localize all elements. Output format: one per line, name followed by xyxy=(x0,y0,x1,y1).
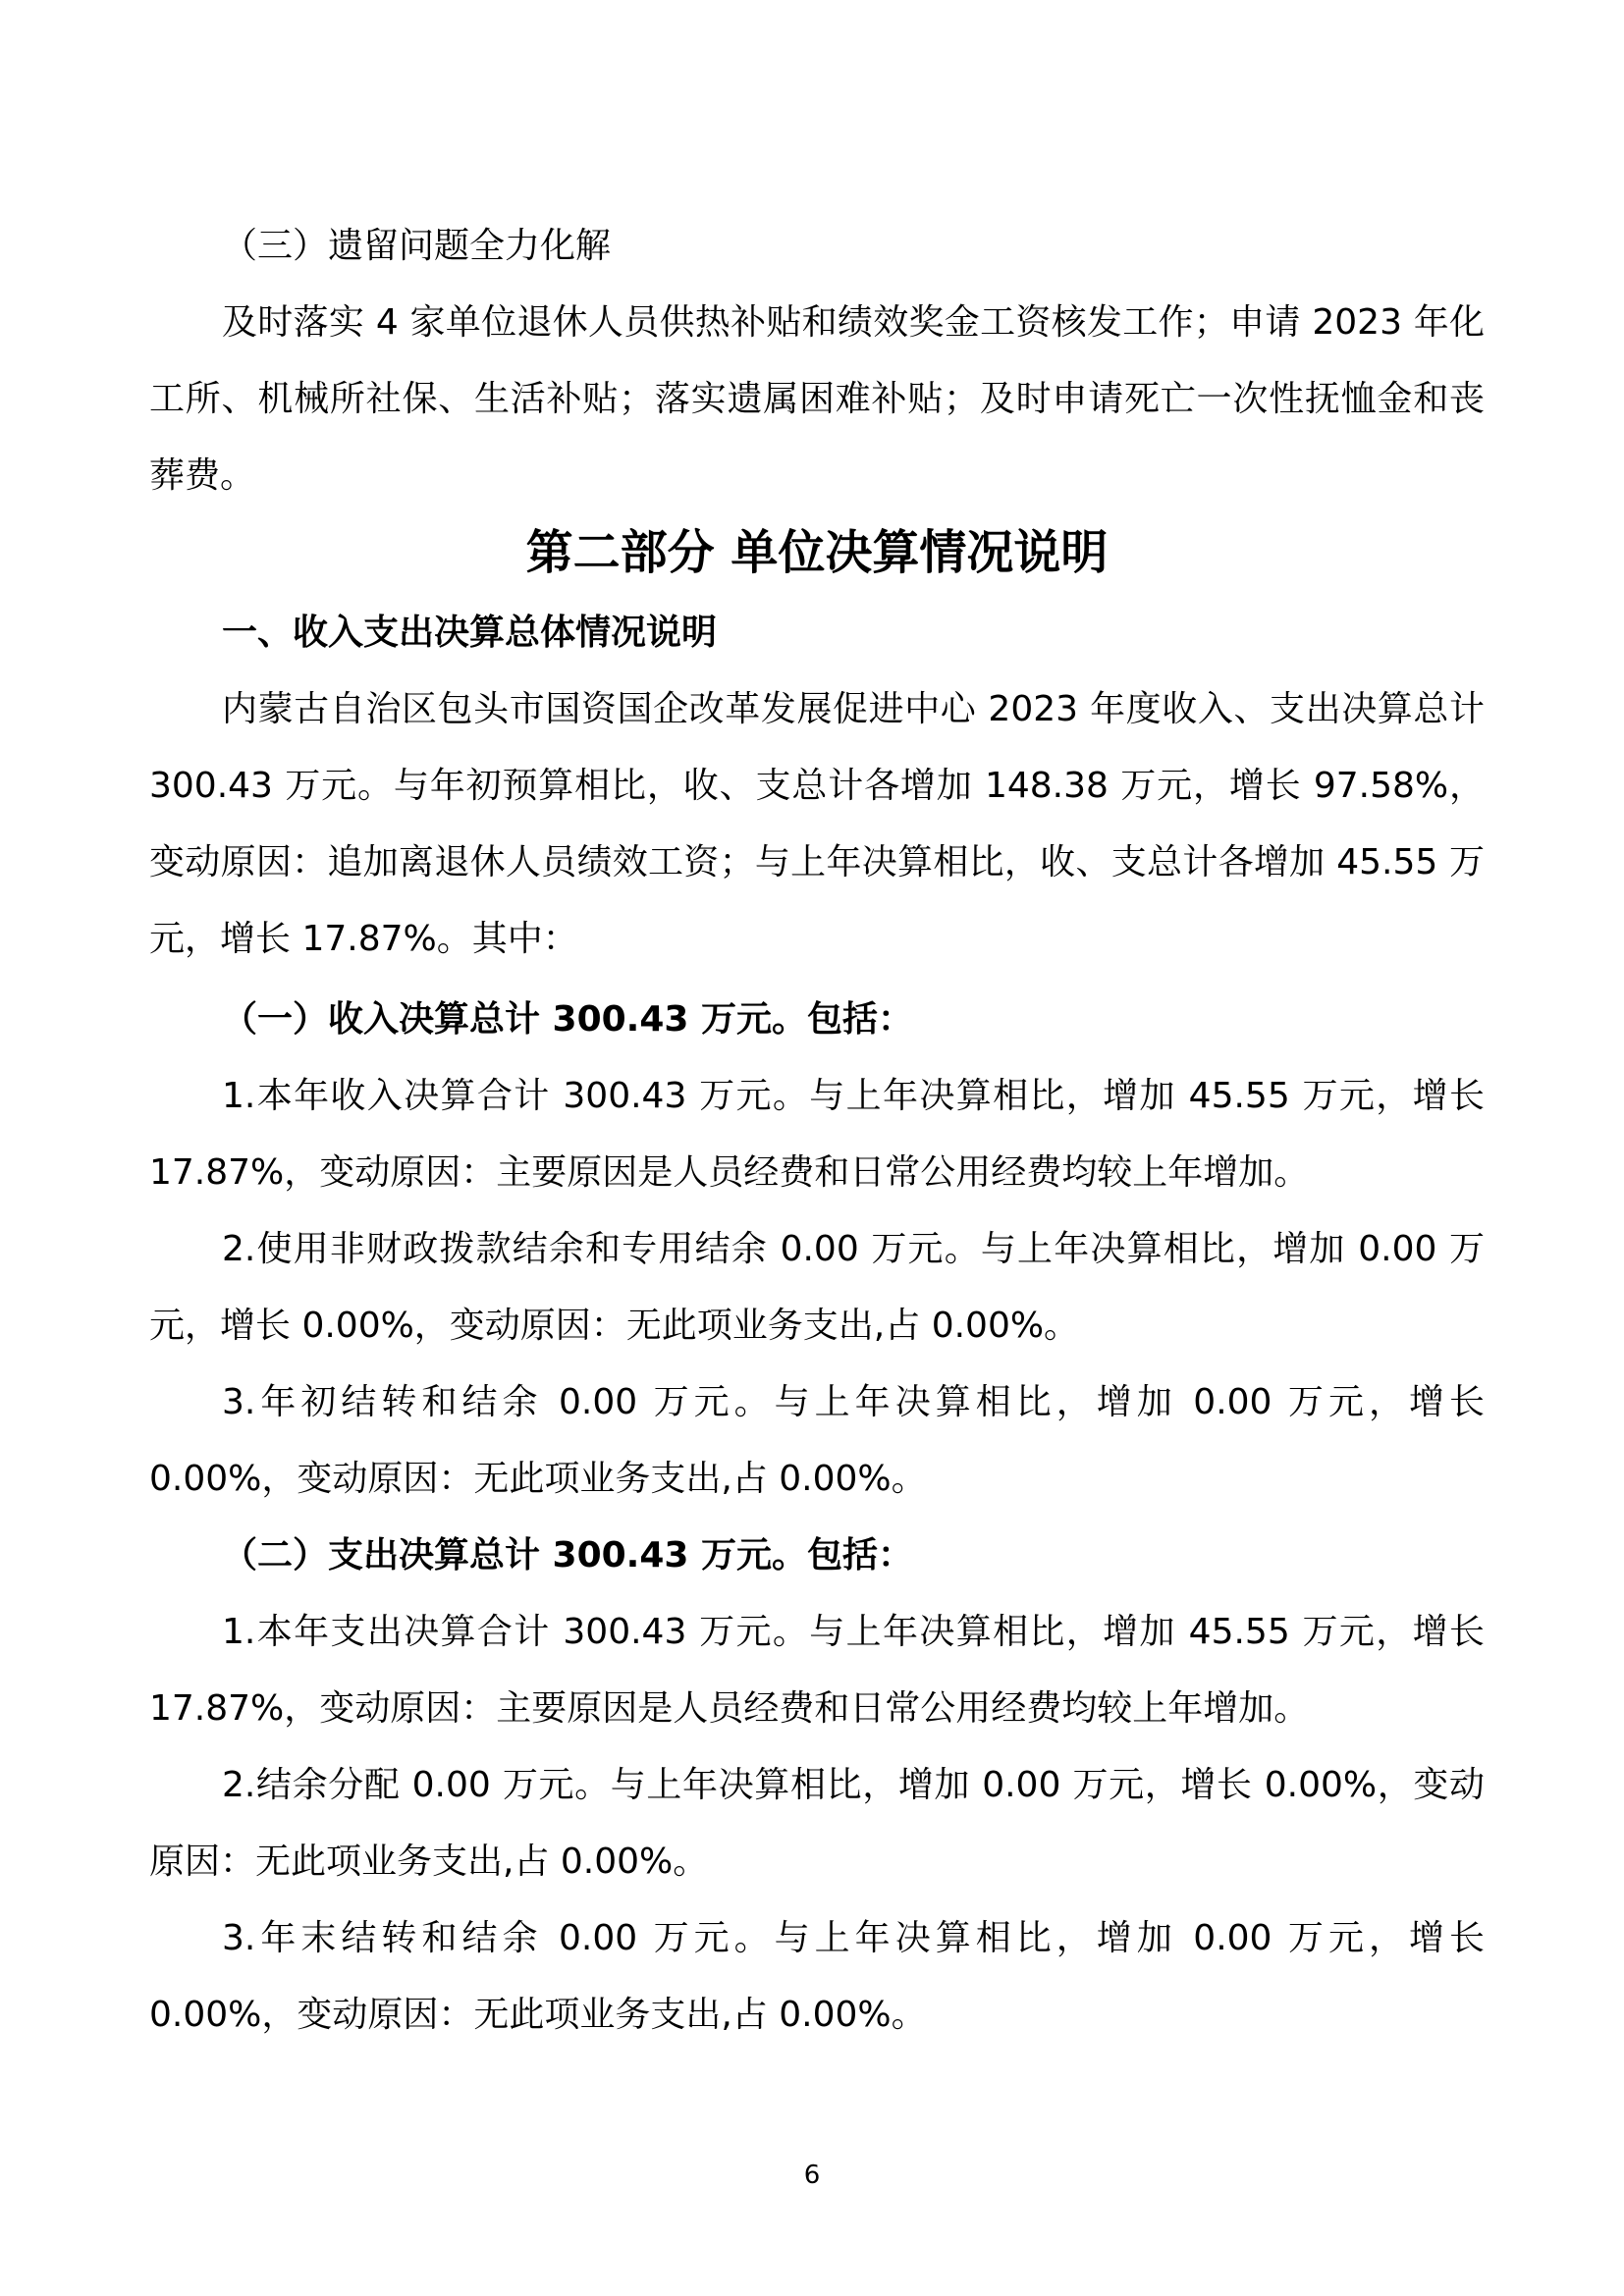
expense-item-2: 2.结余分配 0.00 万元。与上年决算相比，增加 0.00 万元，增长 0.00%，变动原因：无此项业务支出,占 0.00%。 xyxy=(149,1765,1485,1882)
part-title: 第二部分 单位决算情况说明 xyxy=(525,525,1109,580)
income-item-2: 2.使用非财政拨款结余和专用结余 0.00 万元。与上年决算相比，增加 0.00 万元，增长 0.00%，变动原因：无此项业务支出,占 0.00%。 xyxy=(149,1229,1485,1346)
expense-item-3: 3.年末结转和结余 0.00 万元。与上年决算相比，增加 0.00 万元，增长 0.00%，变动原因：无此项业务支出,占 0.00%。 xyxy=(149,1918,1485,2035)
income-item-3: 3.年初结转和结余 0.00 万元。与上年决算相比，增加 0.00 万元，增长 0.00%，变动原因：无此项业务支出,占 0.00%。 xyxy=(149,1382,1485,1499)
page-number: 6 xyxy=(803,2161,821,2190)
expense-item-1: 1.本年支出决算合计 300.43 万元。与上年决算相比，增加 45.55 万元，增长 17.87%，变动原因：主要原因是人员经费和日常公用经费均较上年增加。 xyxy=(149,1612,1485,1729)
overview-paragraph: 内蒙古自治区包头市国资国企改革发展促进中心 2023 年度收入、支出决算总计 300.43 万元。与年初预算相比，收、支总计各增加 148.38 万元，增长 97.58%，变动原因：追加离退休人员绩效工资；与上年决算相比，收、支总计各增加 45.55 万元，增长 17.87%。其中： xyxy=(149,689,1485,959)
income-heading: （一）收入决算总计 300.43 万元。包括： xyxy=(222,999,913,1040)
section3-body: 及时落实 4 家单位退休人员供热补贴和绩效奖金工资核发工作；申请 2023 年化工所、机械所社保、生活补贴；落实遗属困难补贴；及时申请死亡一次性抚恤金和丧葬费。 xyxy=(149,302,1485,496)
heading-income-expense-overview: 一、收入支出决算总体情况说明 xyxy=(222,613,718,653)
expense-heading: （二）支出决算总计 300.43 万元。包括： xyxy=(222,1535,913,1575)
section3-heading: （三）遗留问题全力化解 xyxy=(222,226,612,266)
income-item-1: 1.本年收入决算合计 300.43 万元。与上年决算相比，增加 45.55 万元，增长 17.87%，变动原因：主要原因是人员经费和日常公用经费均较上年增加。 xyxy=(149,1076,1485,1193)
